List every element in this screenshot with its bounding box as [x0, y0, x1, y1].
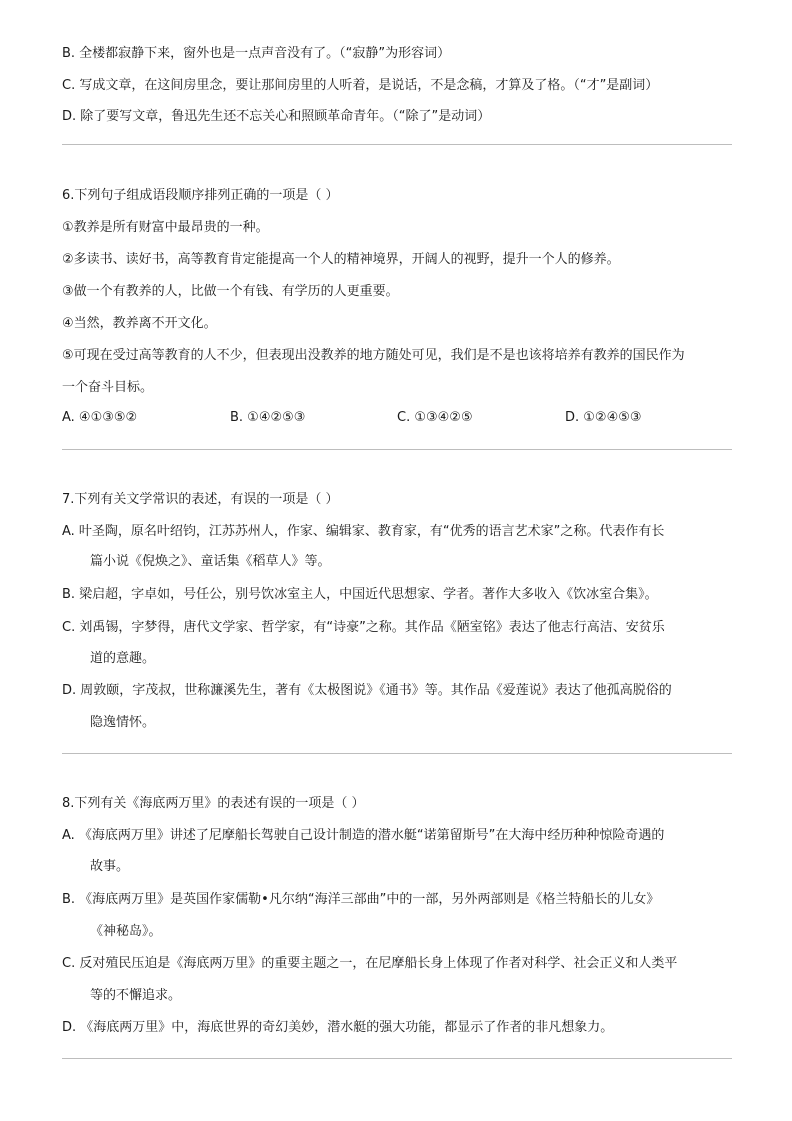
q6-option-c: C. ①③④②⑤	[397, 410, 473, 425]
q8-option-a-cont: 故事。	[90, 859, 130, 874]
q6-stem: 6.下列句子组成语段顺序排列正确的一项是（ ）	[62, 188, 339, 203]
q8-option-c: C. 反对殖民压迫是《海底两万里》的重要主题之一，在尼摩船长身上体现了作者对科学、社会正义和人类平	[62, 956, 678, 971]
q8-stem: 8.下列有关《海底两万里》的表述有误的一项是（ ）	[62, 796, 365, 811]
q7-option-c-cont: 道的意趣。	[90, 651, 156, 666]
q6-sentence-5: ⑤可现在受过高等教育的人不少，但表现出没教养的地方随处可见，我们是不是也该将培养有教养的国民作为	[62, 348, 685, 363]
q7-stem: 7.下列有关文学常识的表述，有误的一项是（ ）	[62, 492, 339, 507]
q8-option-a: A. 《海底两万里》讲述了尼摩船长驾驶自己设计制造的潜水艇“诺第留斯号”在大海中经历种种惊险奇遇的	[62, 828, 665, 843]
q6-sentence-5-cont: 一个奋斗目标。	[62, 380, 154, 395]
q5-option-c: C. 写成文章，在这间房里念，要让那间房里的人听着，是说话，不是念稿，才算及了格。（“才”是副词）	[62, 78, 659, 93]
q8-option-b-cont: 《神秘岛》。	[90, 924, 162, 939]
q8-option-d: D. 《海底两万里》中，海底世界的奇幻美妙，潜水艇的强大功能，都显示了作者的非凡想象力。	[62, 1020, 614, 1035]
q7-option-a-cont: 篇小说《倪焕之》、童话集《稻草人》等。	[90, 554, 331, 569]
divider	[62, 1058, 732, 1059]
q6-option-d: D. ①②④⑤③	[565, 410, 642, 425]
q8-option-c-cont: 等的不懈追求。	[90, 988, 182, 1003]
q7-option-a: A. 叶圣陶，原名叶绍钧，江苏苏州人，作家、编辑家、教育家，有“优秀的语言艺术家”之称。代表作有长	[62, 524, 665, 539]
q6-option-b: B. ①④②⑤③	[230, 410, 306, 425]
q6-sentence-4: ④当然，教养离不开文化。	[62, 316, 217, 331]
q6-sentence-1: ①教养是所有财富中最昂贵的一种。	[62, 220, 269, 235]
q6-sentence-2: ②多读书、读好书，高等教育肯定能提高一个人的精神境界，开阔人的视野，提升一个人的修养。	[62, 252, 620, 267]
q8-option-b: B. 《海底两万里》是英国作家儒勒•凡尔纳“海洋三部曲”中的一部，另外两部则是《格兰特船长的儿女》	[62, 892, 660, 907]
q7-option-b: B. 梁启超，字卓如，号任公，别号饮冰室主人，中国近代思想家、学者。著作大多收入《饮冰室合集》。	[62, 587, 658, 602]
divider	[62, 449, 732, 450]
q7-option-d-cont: 隐逸情怀。	[90, 715, 156, 730]
divider	[62, 144, 732, 145]
q7-option-c: C. 刘禹锡，字梦得，唐代文学家、哲学家，有“诗豪”之称。其作品《陋室铭》表达了他志行高洁、安贫乐	[62, 620, 665, 635]
q6-sentence-3: ③做一个有教养的人，比做一个有钱、有学历的人更重要。	[62, 284, 399, 299]
q5-option-b: B. 全楼都寂静下来，窗外也是一点声音没有了。（“寂静”为形容词）	[62, 46, 451, 61]
q7-option-d: D. 周敦颐，字茂叔，世称濂溪先生，著有《太极图说》《通书》等。其作品《爱莲说》表达了他孤高脱俗的	[62, 683, 672, 698]
q6-option-a: A. ④①③⑤②	[62, 410, 138, 425]
divider	[62, 753, 732, 754]
q5-option-d: D. 除了要写文章，鲁迅先生还不忘关心和照顾革命青年。（“除了”是动词）	[62, 109, 491, 124]
